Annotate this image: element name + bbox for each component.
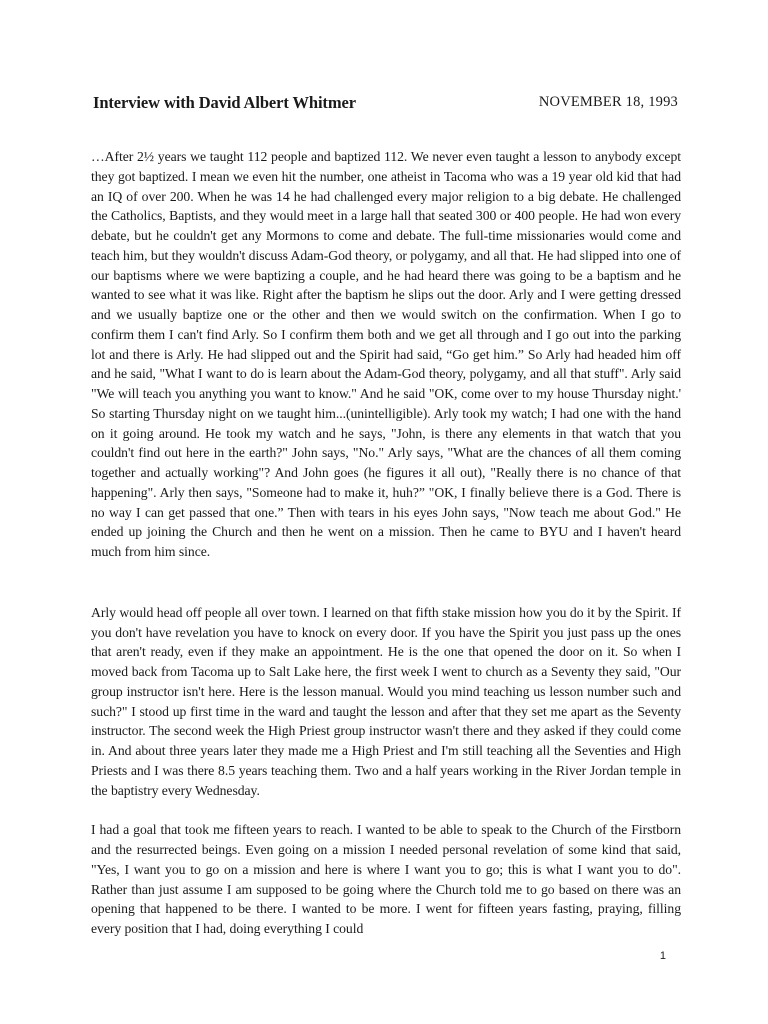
document-header <box>93 93 678 115</box>
document-body <box>91 147 681 939</box>
paragraph-2: Arly would head off people all over town. I learned on that fifth stake mission how you do it by the Spirit. If you don't have revelation you have to knock on every door. If you have the Spirit you just pass up the ones that aren't ready, even if they make an appointment. He is the one that opened the door on it. So when I moved back from Tacoma up to Salt Lake here, the first week I went to church as a Seventy they said, "Our group instructor isn't here. Here is the lesson manual. Would you mind teaching us lesson number such and such?" I stood up first time in the ward and taught the lesson and after that they set me apart as the Seventy instructor. The second week the High Priest group instructor wasn't there and they asked if they could come in. And about three years later they made me a High Priest and I'm still teaching all the Seventies and High Priests and I was there 8.5 years teaching them. Two and a half years working in the River Jordan temple in the baptistry every Wednesday. <box>91 604 681 798</box>
paragraph-1: …After 2½ years we taught 112 people and baptized 112. We never even taught a lesson to anybody except they got baptized. I mean we even hit the number, one atheist in Tacoma who was a 19 year old kid that had an IQ of over 200. When he was 14 he had challenged every major religion to a big debate. He challenged the Catholics, Baptists, and they would meet in a large hall that seated 300 or 400 people. He had won every debate, but he couldn't get any Mormons to come and debate. The full-time missionaries would come and teach him, but they wouldn't discuss Adam-God theory, or polygamy, and all that. He had slipped into one of our baptisms where we were baptizing a couple, and he had heard there was going to be a baptism and he wanted to see what it was like. Right after the baptism he slips out the door. Arly and I were getting dressed and we usually baptize one or the other and then we would switch on the confirmation. When I go to confirm them I can't find Arly. So I confirm them both and we get all through and I go out into the parking lot and there is Arly. He had slipped out and the Spirit had said, “Go get him.” So Arly had headed him off and he said, "What I want to do is learn about the Adam-God theory, polygamy, and all that stuff". Arly said "We will teach you anything you want to know." And he said "OK, come over to my house Thursday night.' So starting Thursday night on we taught him...(unintelligible). Arly took my watch; I had one with the hand on it going around. He took my watch and he says, "John, is there any elements in that watch that you couldn't find out here in the earth?" John says, "No." Arly says, "What are the chances of all them coming together and actually working"? And John goes (he figures it all out), "Really there is no chance of that happening". Arly then says, "Someone had to make it, huh?” "OK, I finally believe there is a God. There is no way I can get passed that one.” Then with tears in his eyes John says, "Now teach me about God." He ended up joining the Church and then he went on a mission. Then he came to BYU and I haven't heard much from him since. <box>91 149 681 559</box>
document-title: Interview with David Albert Whitmer <box>93 93 356 112</box>
document-date: NOVEMBER 18, 1993 <box>538 94 678 110</box>
paragraph-3: I had a goal that took me fifteen years to reach. I wanted to be able to speak to the Church of the Firstborn and the resurrected beings. Even going on a mission I needed personal revelation of some kind that said, "Yes, I want you to go on a mission and here is where I want you to go; this is what I want you to do". Rather than just assume I am supposed to be going where the Church told me to go based on there was an opening that happened to be there. I wanted to be more. I went for fifteen years fasting, praying, filling every position that I had, doing everything I could <box>91 822 681 936</box>
page-number: 1 <box>659 950 666 962</box>
